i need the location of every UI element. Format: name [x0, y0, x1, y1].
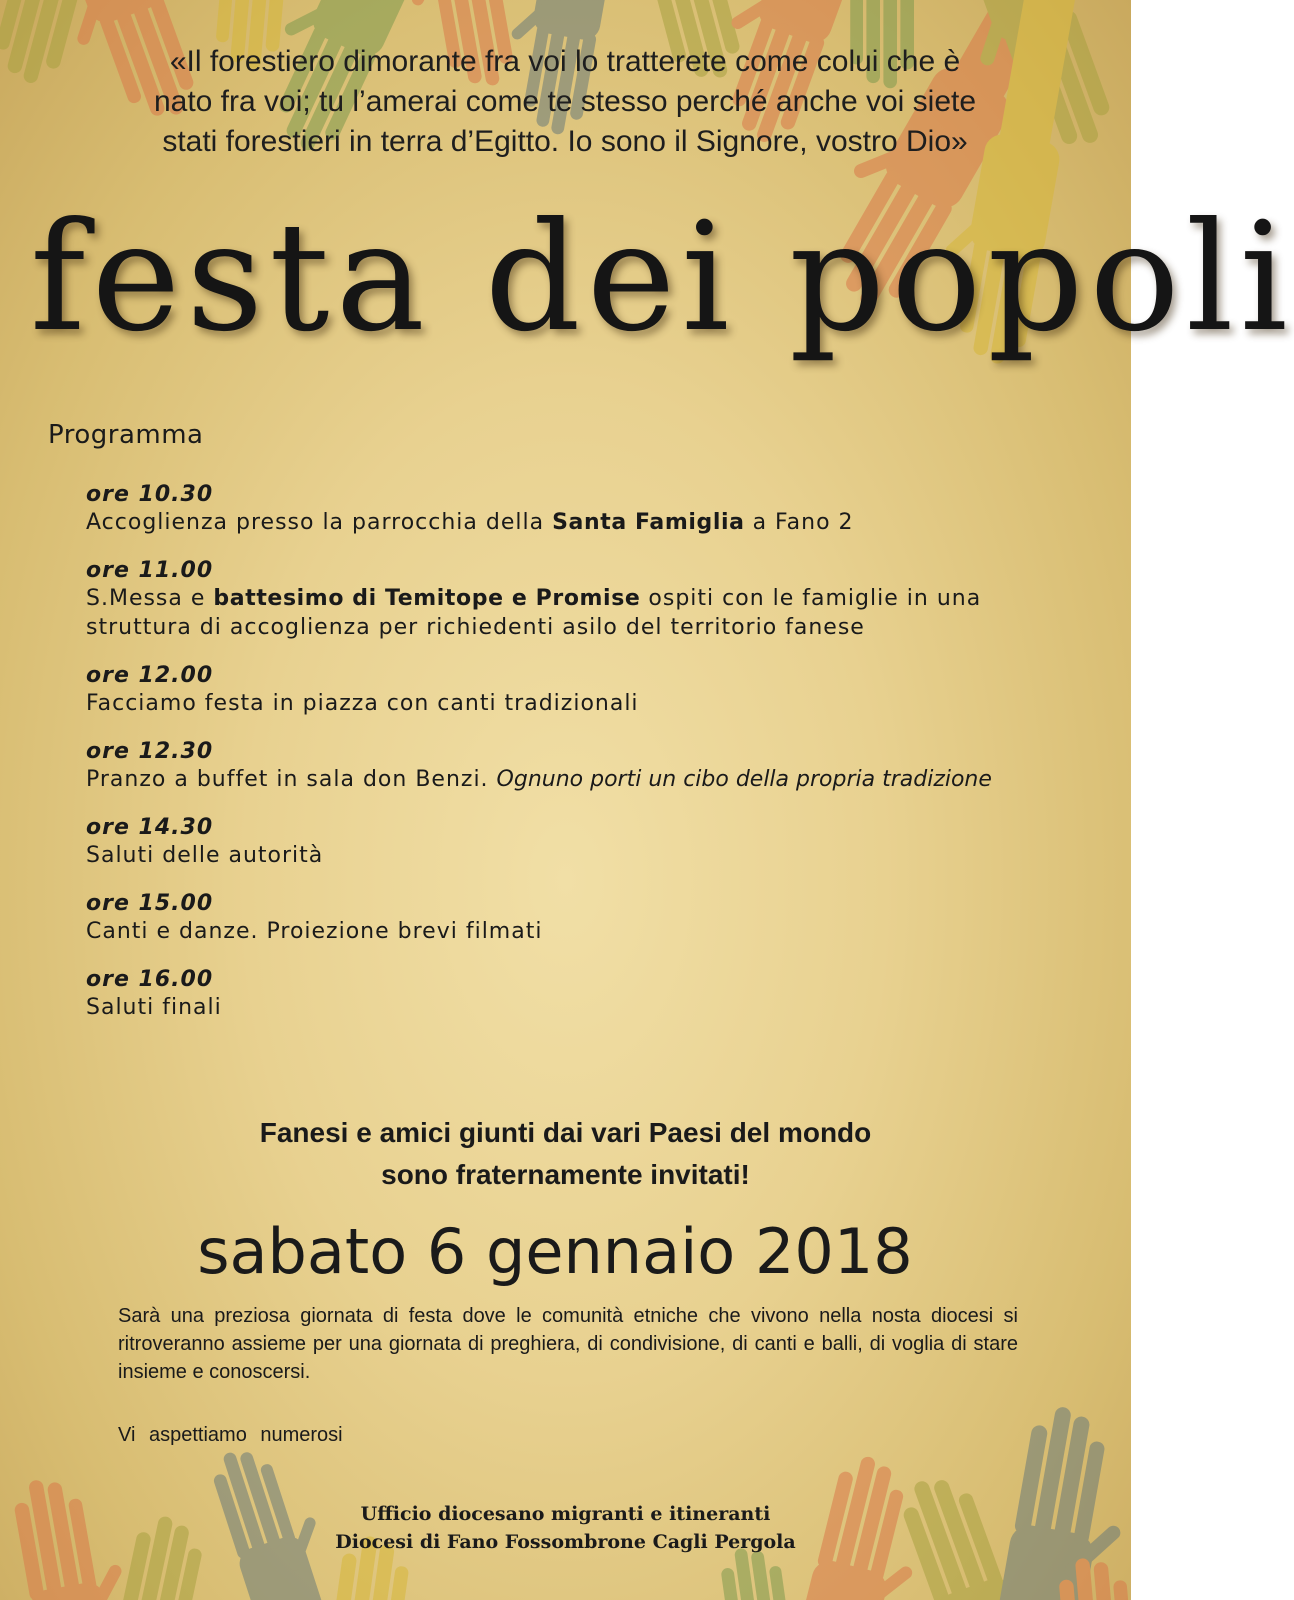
closing-text: Vi aspettiamo numerosi — [118, 1424, 343, 1446]
event-date: sabato 6 gennaio 2018 — [197, 1215, 913, 1288]
program-item — [86, 663, 1086, 718]
program-description: Facciamo festa in piazza con canti tradizionali — [86, 691, 639, 716]
event-title: festa dei popoli — [30, 191, 1294, 365]
program-item — [86, 739, 1086, 794]
program-time: ore 15.00 — [86, 891, 214, 916]
organizer-footer — [0, 1500, 1131, 1556]
invitation-line-1: Fanesi e amici giunti dai vari Paesi del mondo — [259, 1117, 872, 1148]
event-description: Sarà una preziosa giornata di festa dove le comunità etniche che vivono nella nosta diocesi si ritroveranno assieme per una giornata di preghiera, di condivisione, di canti e balli, di voglia di stare insieme e conoscersi. — [118, 1305, 1018, 1383]
program-time: ore 12.00 — [86, 663, 214, 688]
organizer-diocese: Diocesi di Fano Fossombrone Cagli Pergola — [335, 1531, 796, 1553]
quote-line-2: nato fra voi; tu l’amerai come te stesso perché anche voi siete — [153, 85, 977, 118]
quote-line-3: stati forestieri in terra d’Egitto. Io sono il Signore, vostro Dio» — [162, 125, 968, 158]
program-description: Accoglienza presso la parrocchia della Santa Famiglia a Fano 2 — [86, 510, 854, 535]
program-description: Saluti delle autorità — [86, 843, 324, 868]
program-item — [86, 482, 1086, 537]
program-description: Saluti finali — [86, 995, 222, 1020]
program-item — [86, 558, 1086, 642]
program-time: ore 16.00 — [86, 967, 214, 992]
program-item — [86, 891, 1086, 946]
bible-quote — [40, 42, 1090, 162]
invitation-text — [0, 1112, 1131, 1196]
organizer-office: Ufficio diocesano migranti e itineranti — [360, 1503, 771, 1525]
invitation-line-2: sono fraternamente invitati! — [381, 1159, 750, 1190]
program-time: ore 10.30 — [86, 482, 214, 507]
program-time: ore 14.30 — [86, 815, 214, 840]
program-list — [86, 482, 1086, 1043]
program-description: Pranzo a buffet in sala don Benzi. Ognuno porti un cibo della propria tradizione — [86, 767, 992, 792]
program-description: Canti e danze. Proiezione brevi filmati — [86, 919, 543, 944]
quote-line-1: «Il forestiero dimorante fra voi lo tratterete come colui che è — [169, 45, 961, 78]
program-item — [86, 815, 1086, 870]
program-description: S.Messa e battesimo di Temitope e Promise ospiti con le famiglie in una — [86, 586, 982, 611]
program-description-line-2: struttura di accoglienza per richiedenti asilo del territorio fanese — [86, 615, 865, 640]
program-item — [86, 967, 1086, 1022]
program-time: ore 11.00 — [86, 558, 214, 583]
program-time: ore 12.30 — [86, 739, 214, 764]
program-label: Programma — [48, 420, 204, 450]
